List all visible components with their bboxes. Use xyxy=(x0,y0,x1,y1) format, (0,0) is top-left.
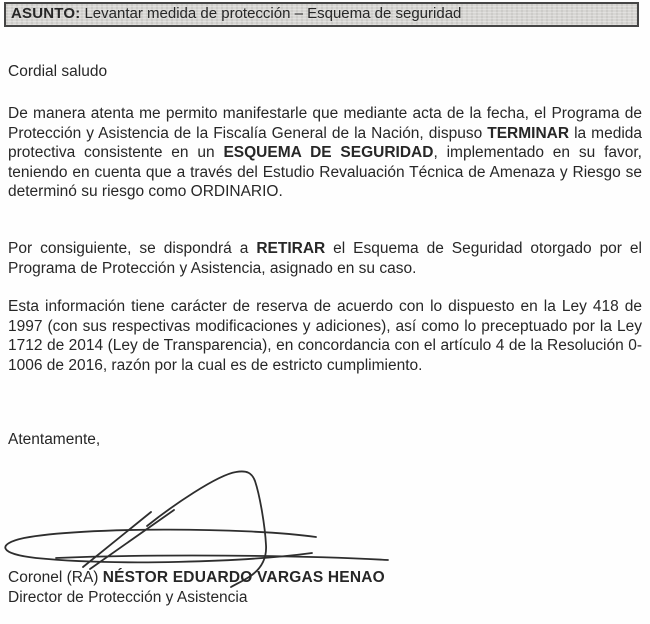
emphasis-esquema-de-seguridad: ESQUEMA DE SEGURIDAD xyxy=(223,144,434,162)
subject-box xyxy=(4,2,639,27)
paragraph-text: , implementado en su favor, teniendo en cuenta que a través del Estudio Revaluación Técnica de Amenaza y Riesgo se determinó su riesgo como ORDINARIO. xyxy=(8,144,642,201)
paragraph-confidentiality xyxy=(8,297,642,375)
paragraph-text: Esta información tiene carácter de reserva de acuerdo con lo dispuesto en la Ley 418 de 1997 (con sus respectivas modificaciones y adiciones), así como lo preceptuado por la Ley 1712 de 2014 (Ley de Transparencia), en concordancia con el artículo 4 de la Resolución 0-1006 de 2016, razón por la cual es de estricto cumplimiento. xyxy=(8,298,642,374)
paragraph-retirar xyxy=(8,239,642,278)
paragraph-text: la medida protectiva consistente en un xyxy=(8,124,643,162)
emphasis-terminar: TERMINAR xyxy=(487,124,570,142)
signer-name: NÉSTOR EDUARDO VARGAS HENAO xyxy=(102,569,385,586)
paragraph-termination xyxy=(8,104,642,202)
closing-salutation: Atentamente, xyxy=(8,431,101,448)
signer-title: Director de Protección y Asistencia xyxy=(8,589,248,606)
paragraph-text: Por consiguiente, se dispondrá a xyxy=(8,240,257,257)
subject-text: Levantar medida de protección – Esquema de seguridad xyxy=(84,5,462,22)
subject-label: ASUNTO: xyxy=(11,5,81,22)
paragraph-text: el Esquema de Seguridad otorgado por el Programa de Protección y Asistencia, asignado en su caso. xyxy=(8,240,642,277)
signer-name-line xyxy=(8,568,642,588)
greeting: Cordial saludo xyxy=(8,63,108,80)
signer-rank: Coronel (RA) xyxy=(8,569,103,586)
paragraph-text: De manera atenta me permito manifestarle que mediante acta de la fecha, el Programa de Protección y Asistencia de la Fiscalía General de la Nación, dispuso xyxy=(8,105,642,142)
emphasis-retirar: RETIRAR xyxy=(256,240,326,257)
